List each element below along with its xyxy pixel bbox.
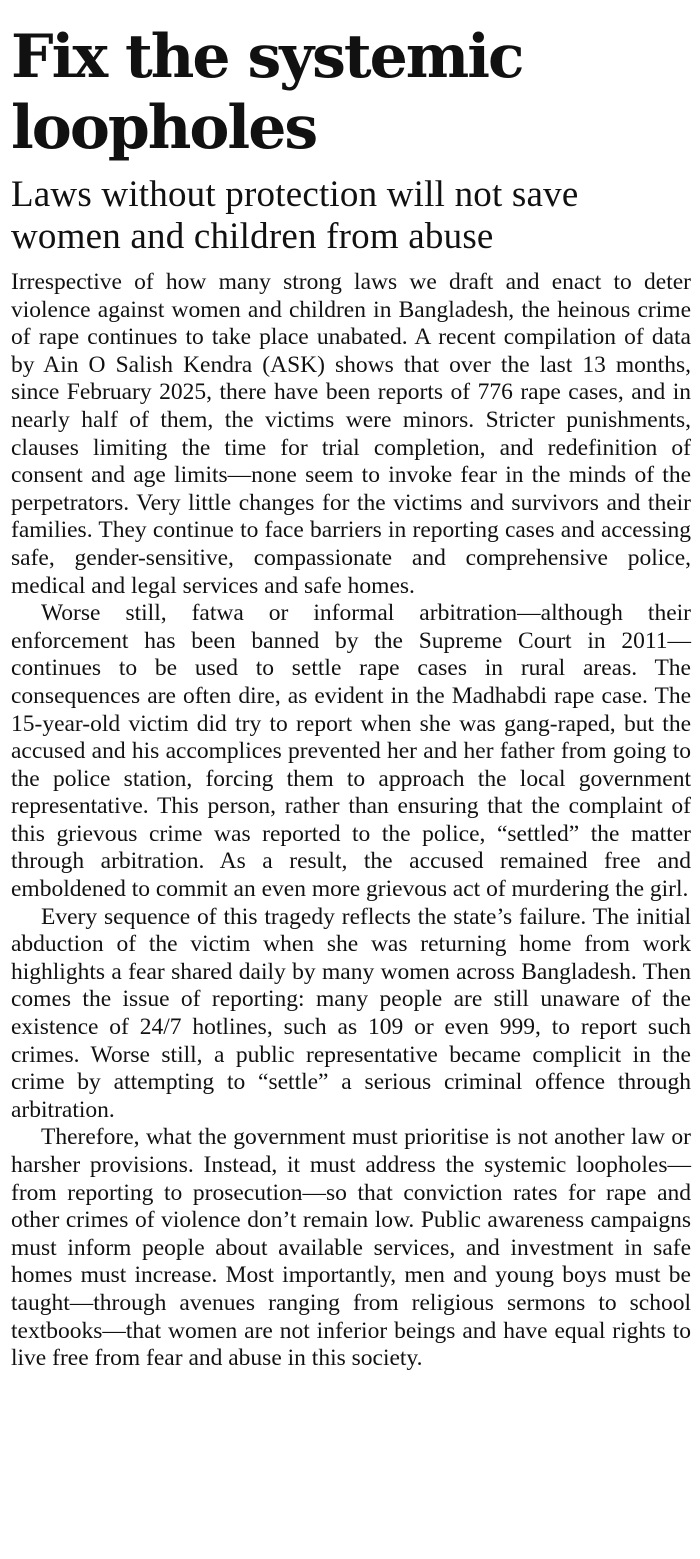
headline: Fix the systemic loopholes [11, 22, 523, 163]
paragraph-4: Therefore, what the government must prioritise is not another law or harsher provisions. Instead, it must address the systemic loopholes—from reporting to prosecution—so that conviction rates for rape and other crimes of violence don’t remain low. Public awareness campaigns must inform people about available services, and investment in safe homes must increase. Most importantly, men and young boys must be taught—through avenues ranging from religious sermons to school textbooks—that women are not inferior beings and have equal rights to live free from fear and abuse in this society. [11, 1124, 691, 1372]
paragraph-3: Every sequence of this tragedy reflects the state’s failure. The initial abduction of the victim when she was returning home from work highlights a fear shared daily by many women across Bangladesh. Then comes the issue of reporting: many people are still unaware of the existence of 24/7 hotlines, such as 109 or even 999, to report such crimes. Worse still, a public representative became complicit in the crime by attempting to “settle” a serious criminal offence through arbitration. [11, 903, 691, 1123]
subheadline: Laws without protection will not save women and children from abuse [11, 174, 579, 257]
paragraph-1: Irrespective of how many strong laws we draft and enact to deter violence against women and children in Bangladesh, the heinous crime of rape continues to take place unabated. A recent compilation of data by Ain O Salish Kendra (ASK) shows that over the last 13 months, since February 2025, there have been reports of 776 rape cases, and in nearly half of them, the victims were minors. Stricter punishments, clauses limiting the time for trial completion, and redefinition of consent and age limits—none seem to invoke fear in the minds of the perpetrators. Very little changes for the victims and survivors and their families. They continue to face barriers in reporting cases and accessing safe, gender-sensitive, compassionate and comprehensive police, medical and legal services and safe homes. [11, 269, 691, 599]
editorial-article [11, 22, 691, 1373]
paragraph-2: Worse still, fatwa or informal arbitration—although their enforcement has been banned by the Supreme Court in 2011—continues to be used to settle rape cases in rural areas. The consequences are often dire, as evident in the Madhabdi rape case. The 15-year-old victim did try to report when she was gang-raped, but the accused and his accomplices prevented her and her father from going to the police station, forcing them to approach the local government representative. This person, rather than ensuring that the complaint of this grievous crime was reported to the police, “settled” the matter through arbitration. As a result, the accused remained free and emboldened to commit an even more grievous act of murdering the girl. [11, 600, 691, 903]
article-body [11, 269, 691, 1373]
